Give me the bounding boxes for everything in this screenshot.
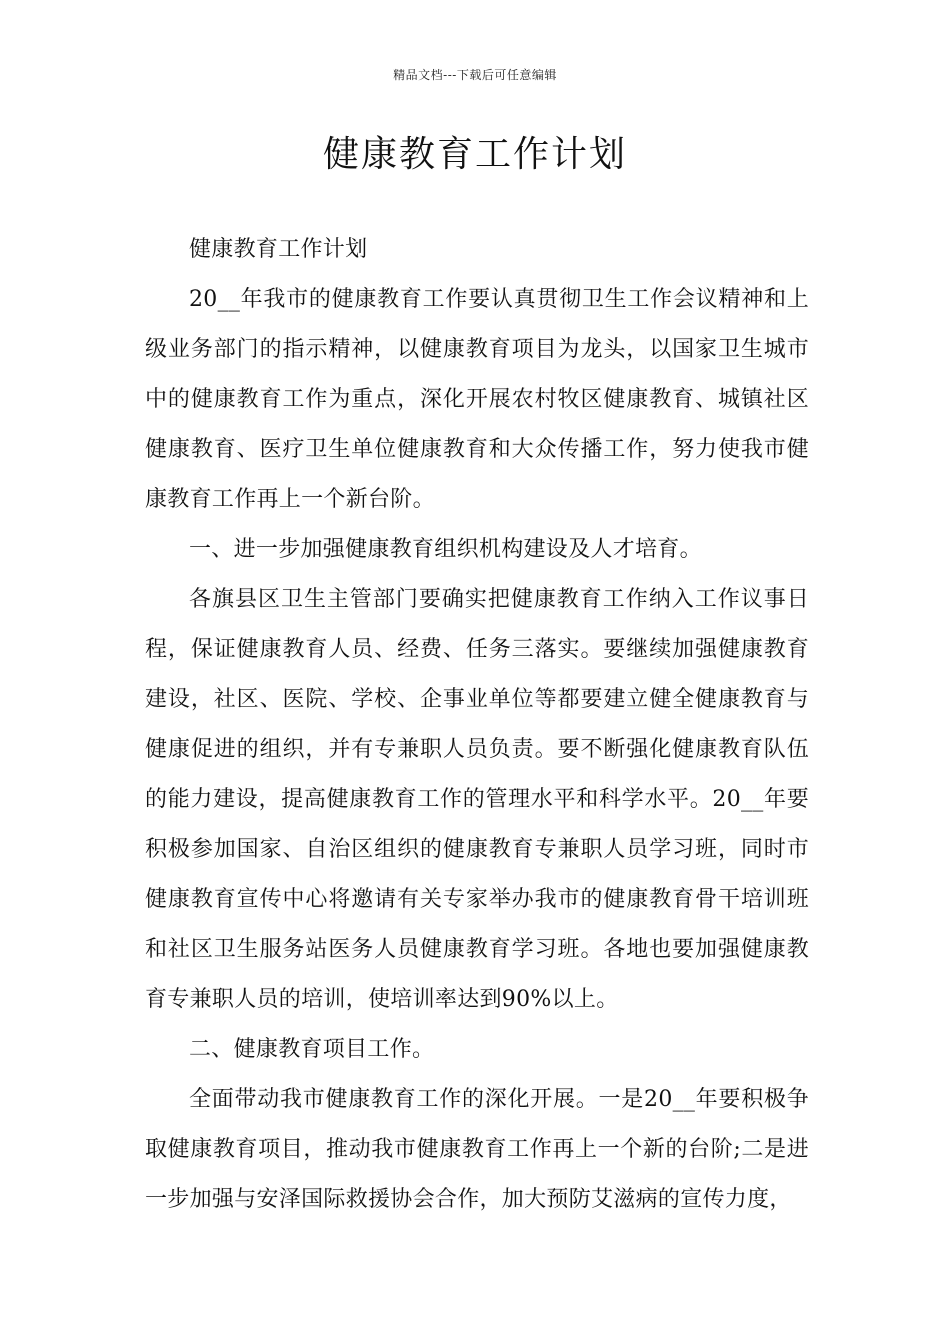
paragraph-subtitle: 健康教育工作计划 bbox=[189, 237, 368, 262]
paragraph-intro: 20__年我市的健康教育工作要认真贯彻卫生工作会议精神和上级业务部门的指示精神，以健康教育项目为龙头，以国家卫生城市中的健康教育工作为重点，深化开展农村牧区健康教育、城镇社区健康教育、医疗卫生单位健康教育和大众传播工作，努力使我市健康教育工作再上一个新台阶。 bbox=[145, 287, 809, 512]
section-heading-1: 一、进一步加强健康教育组织机构建设及人才培育。 bbox=[189, 537, 702, 562]
header-note: 精品文档---下载后可任意编辑 bbox=[393, 68, 557, 82]
paragraph-section-1: 各旗县区卫生主管部门要确实把健康教育工作纳入工作议事日程，保证健康教育人员、经费、任务三落实。要继续加强健康教育建设，社区、医院、学校、企事业单位等都要建立健全健康教育与健康促进的组织，并有专兼职人员负责。要不断强化健康教育队伍的能力建设，提高健康教育工作的管理水平和科学水平。20__年要积极参加国家、自治区组织的健康教育专兼职人员学习班，同时市健康教育宣传中心将邀请有关专家举办我市的健康教育骨干培训班和社区卫生服务站医务人员健康教育学习班。各地也要加强健康教育专兼职人员的培训，使培训率达到90%以上。 bbox=[145, 587, 809, 1012]
document-title: 健康教育工作计划 bbox=[322, 134, 627, 175]
paragraph-section-2: 全面带动我市健康教育工作的深化开展。一是20__年要积极争取健康教育项目，推动我市健康教育工作再上一个新的台阶;二是进一步加强与安泽国际救援协会合作，加大预防艾滋病的宣传力度， bbox=[145, 1087, 809, 1212]
section-heading-2: 二、健康教育项目工作。 bbox=[189, 1037, 435, 1062]
document-body bbox=[145, 225, 809, 1225]
